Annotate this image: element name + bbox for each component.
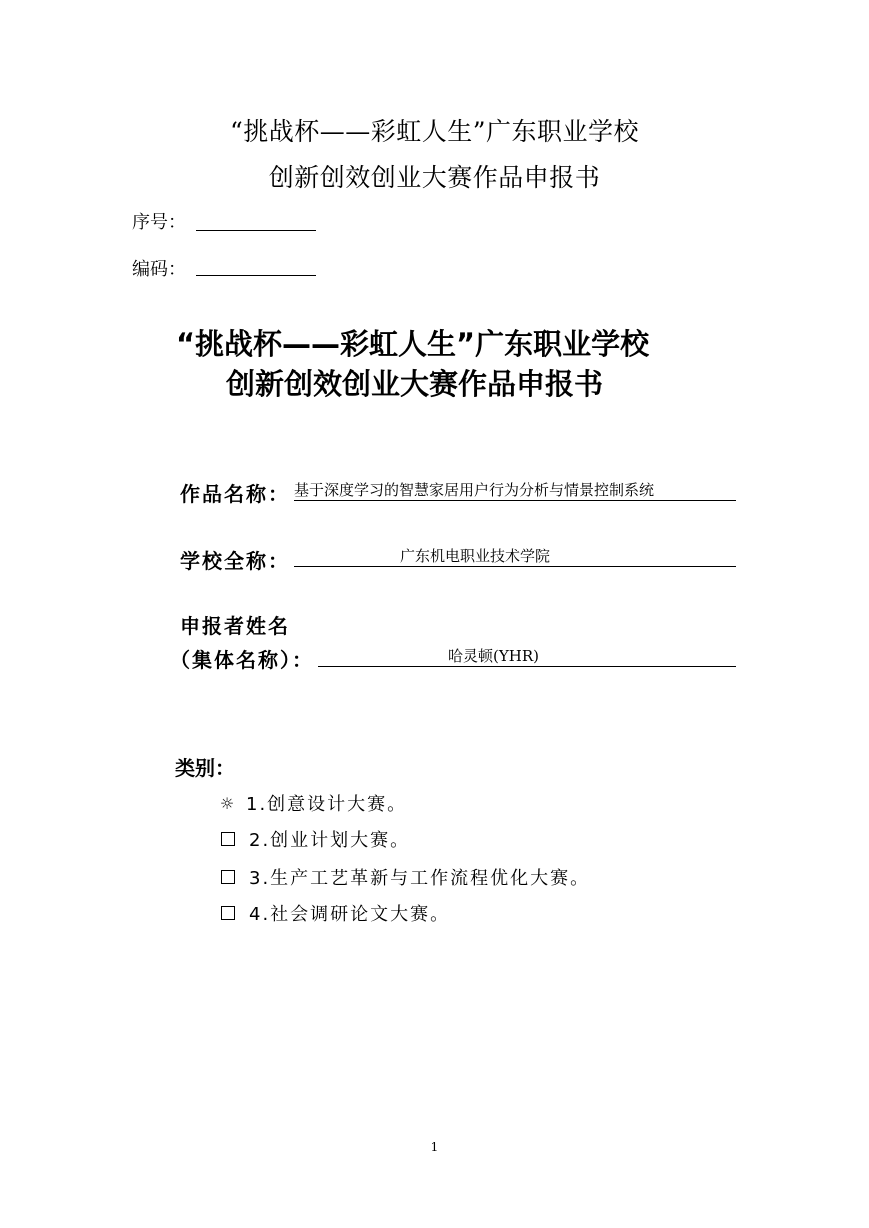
- applicant-label-line2: （集体名称）：: [170, 648, 314, 672]
- work-name-label: 作品名称：: [180, 482, 290, 506]
- category-item-1[interactable]: [218, 790, 407, 816]
- checkbox-icon[interactable]: [221, 906, 235, 920]
- category-item-label: 3.生产工艺革新与工作流程优化大赛。: [249, 868, 591, 889]
- serial-field[interactable]: [196, 212, 316, 231]
- school-value: 广东机电职业技术学院: [400, 547, 551, 565]
- main-title-line1: “挑战杯——彩虹人生”广东职业学校: [176, 327, 650, 361]
- category-title: 类别：: [175, 756, 235, 780]
- page-number: 1: [430, 1140, 439, 1154]
- work-name-field[interactable]: [294, 480, 736, 501]
- checkbox-icon[interactable]: [221, 832, 235, 846]
- header-title-line1: “挑战杯——彩虹人生”广东职业学校: [229, 117, 640, 146]
- category-item-label: 2.创业计划大赛。: [249, 830, 411, 851]
- main-title-line2: 创新创效创业大赛作品申报书: [226, 367, 604, 401]
- school-label: 学校全称：: [180, 549, 290, 573]
- code-label: 编码：: [132, 259, 186, 280]
- school-field[interactable]: [294, 546, 736, 567]
- applicant-value: 哈灵顿(YHR): [448, 647, 539, 665]
- selected-sun-icon: ☼: [219, 793, 237, 813]
- work-name-value: 基于深度学习的智慧家居用户行为分析与情景控制系统: [294, 481, 655, 499]
- applicant-field[interactable]: [318, 646, 736, 667]
- category-item-4[interactable]: [221, 900, 450, 926]
- category-item-label: 1.创意设计大赛。: [246, 794, 408, 815]
- serial-label: 序号：: [132, 212, 186, 233]
- code-field[interactable]: [196, 257, 316, 276]
- category-item-2[interactable]: [221, 826, 410, 852]
- header-title-line2: 创新创效创业大赛作品申报书: [268, 163, 601, 192]
- category-item-3[interactable]: [221, 864, 590, 890]
- category-item-label: 4.社会调研论文大赛。: [249, 904, 451, 925]
- applicant-label-line1: 申报者姓名: [180, 614, 290, 638]
- checkbox-icon[interactable]: [221, 870, 235, 884]
